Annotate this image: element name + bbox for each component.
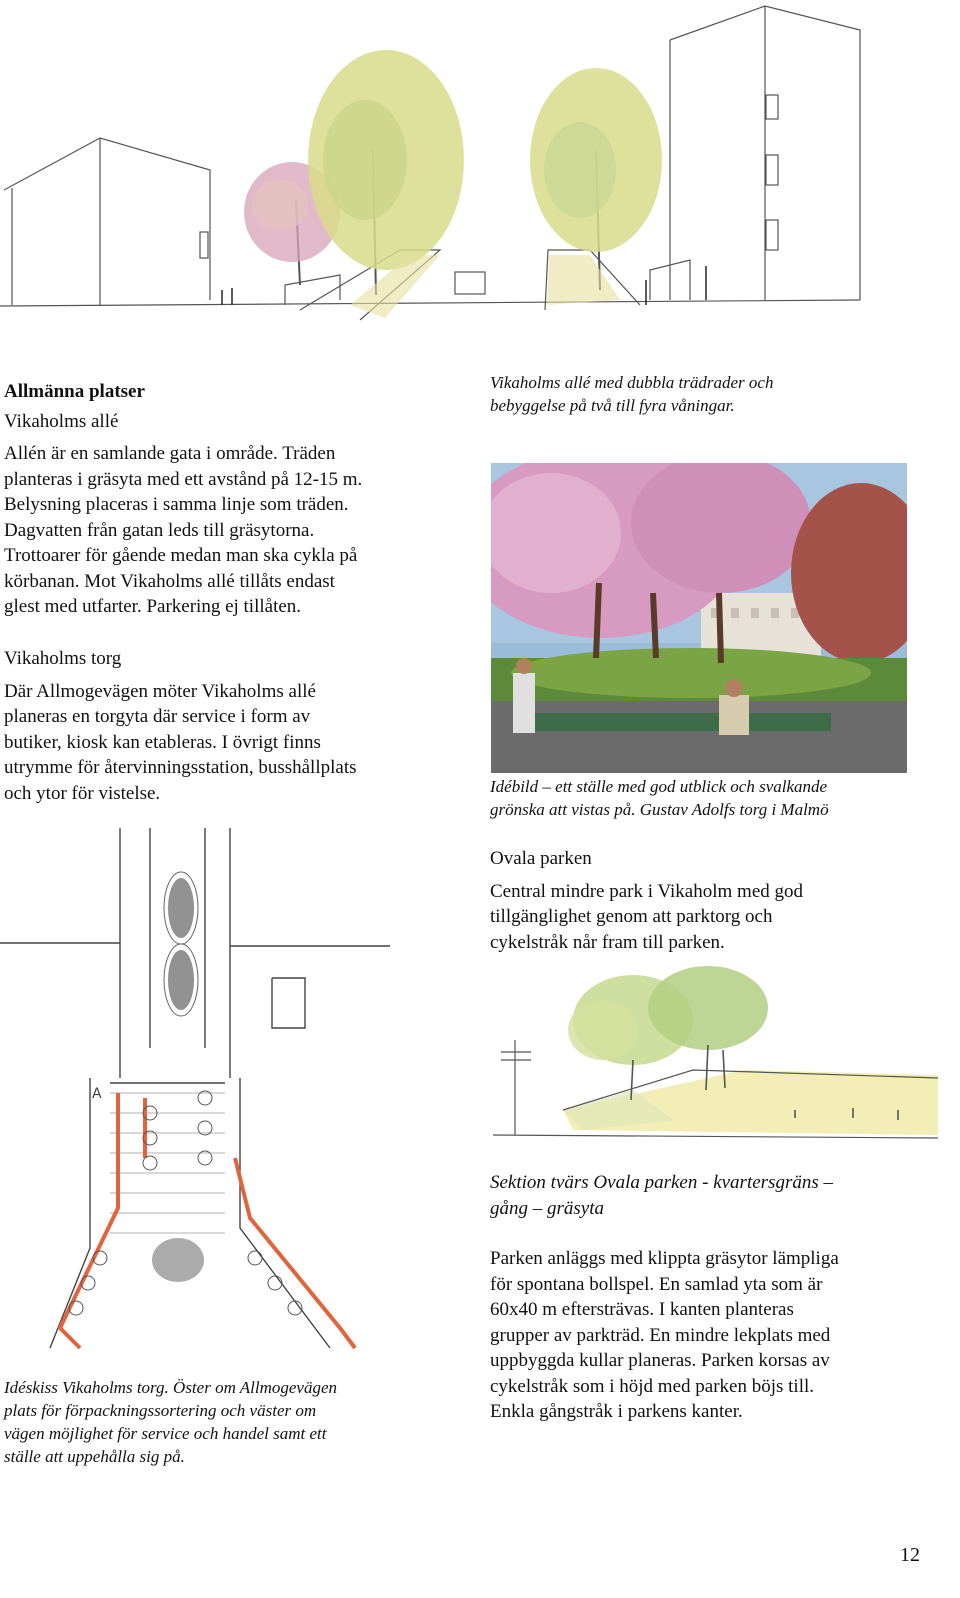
alle-body-line: Trottoarer för gående medan man ska cykla på — [4, 545, 358, 566]
parken-body-line: 60x40 m eftersträvas. I kanten planteras — [490, 1299, 794, 1320]
parken-body-line: cykelstråk som i höjd med parken böjs till. — [490, 1375, 815, 1397]
ovala-body-line: Central mindre park i Vikaholm med god — [490, 880, 803, 902]
ovala-heading: Ovala parken — [490, 848, 592, 869]
ovala-body-line: cykelstråk når fram till parken. — [490, 931, 725, 953]
allmanna-platser-section — [4, 379, 474, 620]
plan-caption-line: vägen möjlighet för service och handel samt ett — [4, 1424, 327, 1443]
page-number: 12 — [900, 1544, 920, 1566]
plan-caption-line: Idéskiss Vikaholms torg. Öster om Allmogevägen — [4, 1378, 338, 1397]
torg-body — [4, 679, 474, 807]
ovala-body-line: tillgänglighet genom att parktorg och — [490, 906, 773, 927]
ovala-section-sketch — [493, 960, 938, 1150]
section-caption-line: Sektion tvärs Ovala parken - kvartersgräns – — [490, 1172, 833, 1193]
alle-caption — [490, 371, 930, 417]
alle-body-line: Dagvatten från gatan leds till gräsytorna. — [4, 519, 315, 541]
torg-heading: Vikaholms torg — [4, 648, 122, 669]
photo-caption-line: Idébild – ett ställe med god utblick och svalkande — [490, 777, 828, 796]
top-section-sketch — [0, 0, 940, 345]
torg-body-line: butiker, kiosk kan etableras. I övrigt finns — [4, 731, 321, 753]
torg-body-line: planeras en torgyta där service i form av — [4, 706, 311, 727]
alle-caption-line: Vikaholms allé med dubbla trädrader och — [490, 373, 774, 392]
alle-subheading: Vikaholms allé — [4, 410, 119, 432]
torg-body-line: Där Allmogevägen möter Vikaholms allé — [4, 680, 316, 702]
section-caption-line: gång – gräsyta — [490, 1197, 604, 1219]
plan-caption — [4, 1376, 404, 1468]
alle-body-line: planteras i gräsyta med ett avstånd på 12-15 m. — [4, 468, 363, 490]
alle-section-illustration — [0, 0, 940, 345]
alle-body-line: glest med utfarter. Parkering ej tillåten. — [4, 596, 302, 617]
alle-body-line: Belysning placeras i samma linje som träden. — [4, 494, 349, 515]
parken-body-line: för spontana bollspel. En samlad yta som är — [490, 1273, 823, 1295]
park-section-illustration — [493, 960, 938, 1150]
parken-body-line: Parken anläggs med klippta gräsytor lämpliga — [490, 1248, 839, 1269]
parken-body — [490, 1246, 930, 1425]
torg-plan-sketch — [0, 828, 390, 1353]
parken-body-line: uppbyggda kullar planeras. Parken korsas av — [490, 1350, 830, 1371]
plan-label-a: A — [92, 1086, 102, 1102]
alle-body — [4, 441, 474, 620]
torg-plan-illustration — [0, 828, 390, 1353]
plan-caption-line: ställe att uppehålla sig på. — [4, 1447, 185, 1466]
parken-body-line: Enkla gångstråk i parkens kanter. — [490, 1401, 743, 1422]
alle-body-line: Allén är en samlande gata i område. Träden — [4, 443, 336, 464]
section-caption — [490, 1170, 930, 1221]
torg-body-line: och ytor för vistelse. — [4, 782, 161, 804]
plan-caption-line: plats för förpackningssortering och väster om — [4, 1401, 317, 1420]
photo-caption — [490, 775, 930, 821]
alle-caption-line: bebyggelse på två till fyra våningar. — [490, 396, 735, 415]
ovala-parken-section — [490, 846, 930, 955]
alle-body-line: körbanan. Mot Vikaholms allé tillåts endast — [4, 570, 335, 592]
parken-body-line: grupper av parkträd. En mindre lekplats med — [490, 1324, 831, 1346]
ovala-body — [490, 879, 930, 956]
photo-caption-line: grönska att vistas på. Gustav Adolfs torg i Malmö — [490, 800, 829, 819]
section-heading: Allmänna platser — [4, 381, 145, 402]
park-photo — [491, 463, 907, 773]
vikaholms-torg-section — [4, 646, 474, 806]
torg-body-line: utrymme för återvinningsstation, busshållplats — [4, 757, 357, 778]
photo-illustration — [491, 463, 907, 773]
